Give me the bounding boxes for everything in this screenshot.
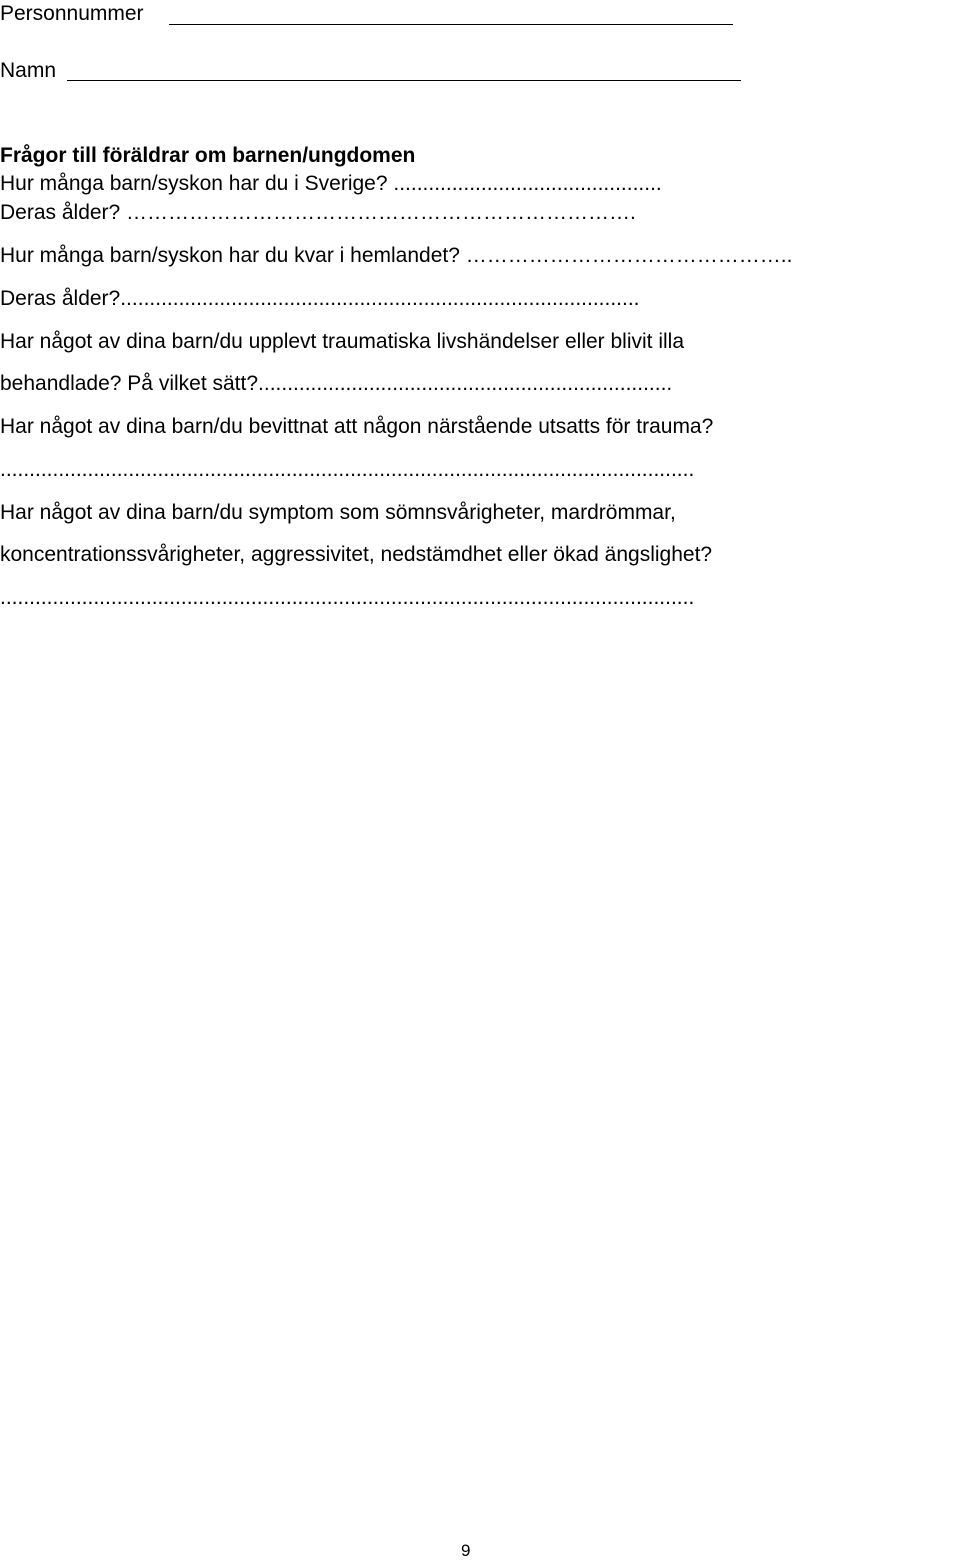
- page-number: 9: [461, 1541, 471, 1560]
- question-children-sweden: Hur många barn/syskon har du i Sverige? ..............................................: [0, 172, 662, 195]
- question-trauma-line2: behandlade? På vilket sätt?.......................................................................: [0, 372, 673, 395]
- question-witnessed: Har något av dina barn/du bevittnat att någon närstående utsatts för trauma?: [0, 415, 714, 438]
- question-trauma-line1: Har något av dina barn/du upplevt traumatiska livshändelser eller blivit illa: [0, 330, 685, 353]
- namn-label: Namn: [0, 59, 57, 82]
- namn-field[interactable]: [67, 80, 741, 81]
- question-ages-sweden: Deras ålder? ……………………………………………………………….: [0, 201, 636, 224]
- section-heading: Frågor till föräldrar om barnen/ungdomen: [0, 144, 416, 167]
- question-symptoms-line1: Har något av dina barn/du symptom som sömnsvårigheter, mardrömmar,: [0, 501, 676, 524]
- answer-dots-symptoms: .......................................................................................................................: [0, 586, 695, 609]
- answer-dots-witnessed: .......................................................................................................................: [0, 458, 695, 481]
- question-children-homeland: Hur många barn/syskon har du kvar i hemlandet? ………………………………………..: [0, 244, 793, 267]
- question-symptoms-line2: koncentrationssvårigheter, aggressivitet, nedstämdhet eller ökad ängslighet?: [0, 543, 713, 566]
- personnummer-field[interactable]: [169, 24, 733, 25]
- personnummer-label: Personnummer: [0, 2, 144, 25]
- question-ages-homeland: Deras ålder?.........................................................................................: [0, 287, 640, 310]
